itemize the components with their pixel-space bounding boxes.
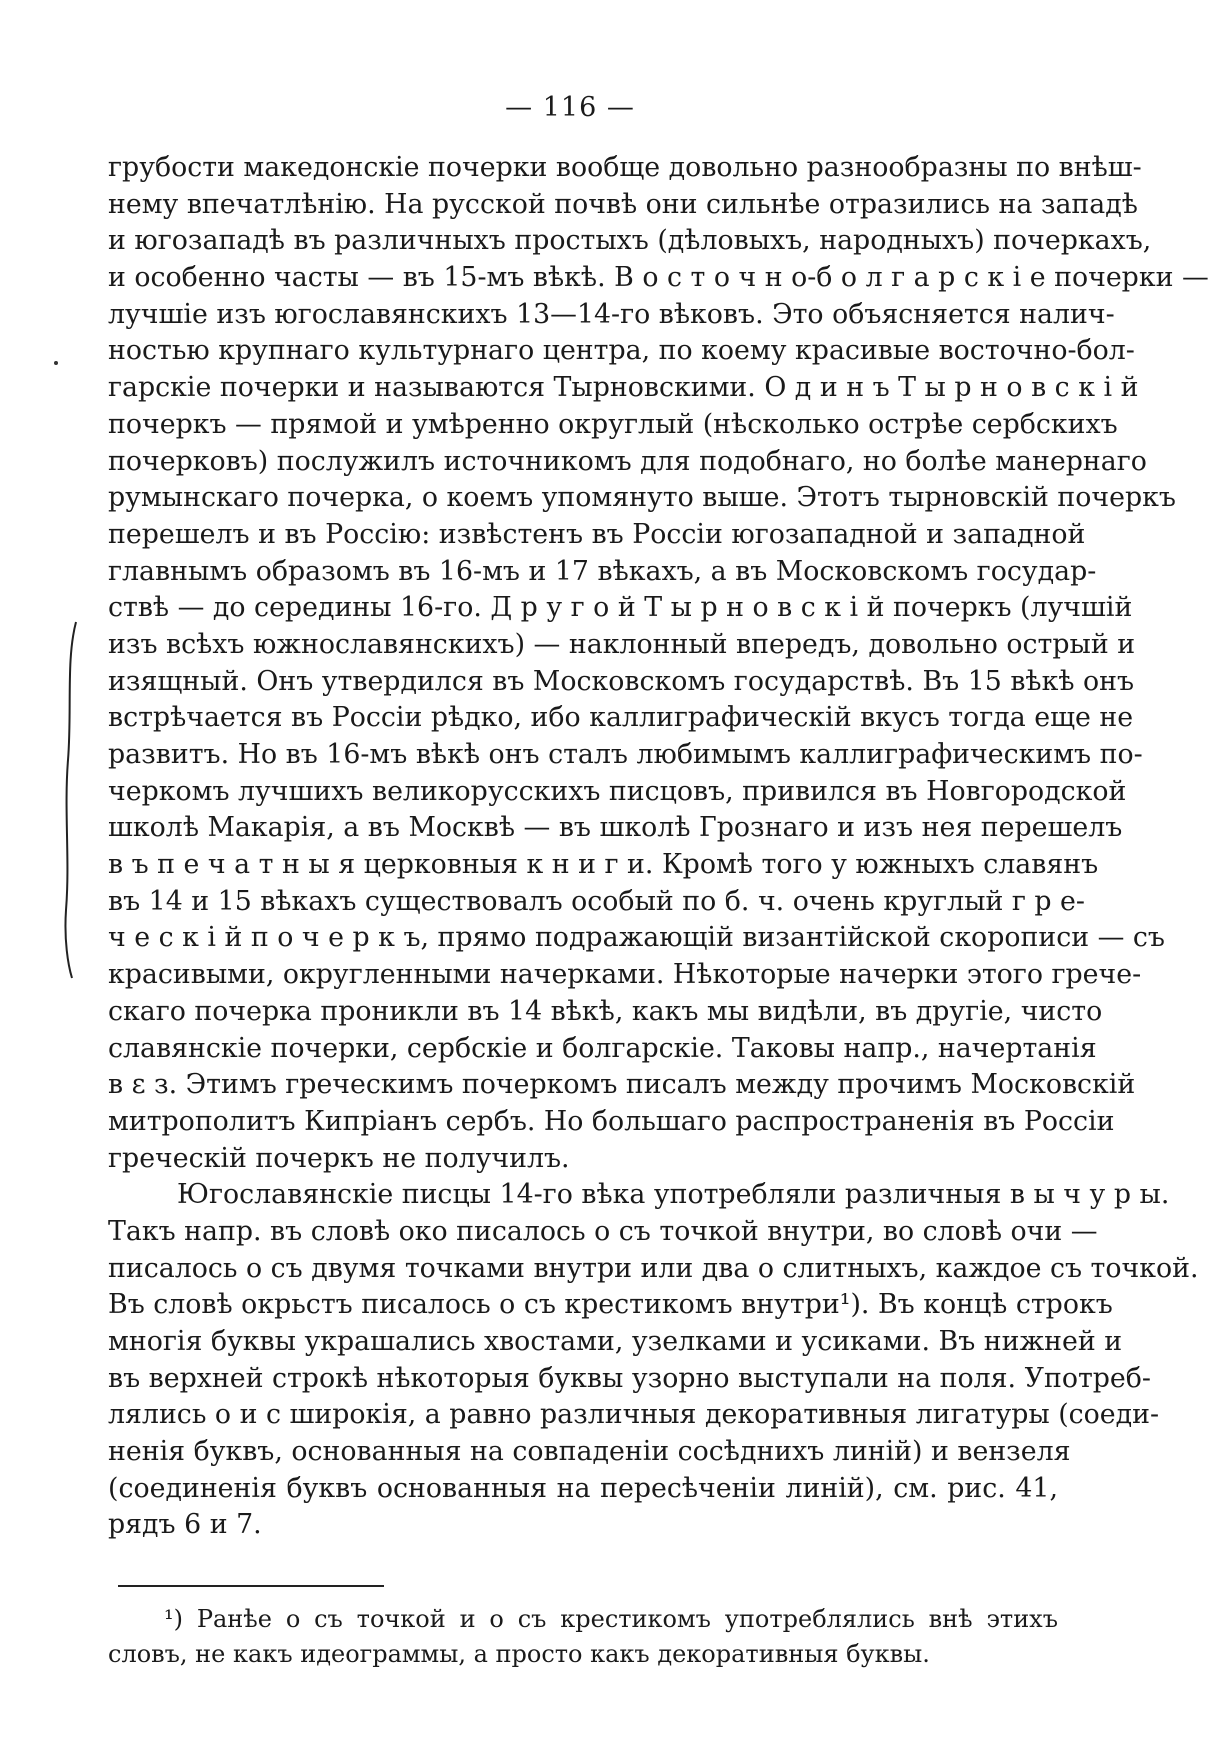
text-line: рядъ 6 и 7. <box>108 1509 262 1541</box>
text-line: и югозападѣ въ различныхъ простыхъ (дѣловыхъ, народныхъ) почеркахъ, <box>108 225 1152 257</box>
text-line: изъ всѣхъ южнославянскихъ) — наклонный впередъ, довольно острый и <box>108 628 1136 660</box>
text-line: лялись о и с широкія, а равно различныя декоративныя лигатуры (соеди- <box>108 1399 1160 1431</box>
text-line: изящный. Онъ утвердился въ Московскомъ государствѣ. Въ 15 вѣкѣ онъ <box>108 665 1135 697</box>
text-line: писалось о съ двумя точками внутри или два о слитныхъ, каждое съ точкой. <box>108 1252 1199 1284</box>
text-line: гарскіе почерки и называются Тырновскими. О д и н ъ Т ы р н о в с к і й <box>108 372 1139 404</box>
text-line: почеркъ — прямой и умѣренно округлый (нѣсколько острѣе сербскихъ <box>108 408 1118 440</box>
text-line: черкомъ лучшихъ великорусскихъ писцовъ, привился въ Новгородской <box>108 775 1127 807</box>
text-line: въ 14 и 15 вѣкахъ существовалъ особый по б. ч. очень круглый г р е- <box>108 885 1085 917</box>
page-number: — 116 — <box>505 92 635 123</box>
text-line: греческій почеркъ не получилъ. <box>108 1142 570 1174</box>
text-line: Югославянскіе писцы 14-го вѣка употребляли различныя в ы ч у р ы. <box>177 1179 1170 1211</box>
text-line: главнымъ образомъ въ 16-мъ и 17 вѣкахъ, а въ Московскомъ государ- <box>108 555 1097 587</box>
text-line: митрополитъ Кипріанъ сербъ. Но большаго распространенія въ Россіи <box>108 1105 1115 1137</box>
footnote-divider <box>118 1585 384 1587</box>
text-line: почерковъ) послужилъ источникомъ для подобнаго, но болѣе манернаго <box>108 445 1147 477</box>
text-line: ч е с к і й п о ч е р к ъ, прямо подражающій византійской скорописи — съ <box>108 922 1165 954</box>
footnote-block <box>108 1602 1058 1672</box>
text-line: и особенно часты — въ 15-мъ вѣкѣ. В о с т о ч н о-б о л г а р с к і е почерки — <box>108 262 1209 294</box>
text-line: въ верхней строкѣ нѣкоторыя буквы узорно выступали на поля. Употреб- <box>108 1362 1151 1394</box>
text-line: скаго почерка проникли въ 14 вѣкѣ, какъ мы видѣли, въ другіе, чисто <box>108 995 1103 1027</box>
text-line: Такъ напр. въ словѣ око писалось о съ точкой внутри, во словѣ очи — <box>108 1215 1098 1247</box>
footnote-line: ¹) Ранѣе о съ точкой и о съ крестикомъ употреблялись внѣ этихъ <box>164 1605 1058 1633</box>
text-line: перешелъ и въ Россію: извѣстенъ въ Россіи югозападной и западной <box>108 518 1086 550</box>
text-line: Въ словѣ окрьстъ писалось о съ крестикомъ внутри¹). Въ концѣ строкъ <box>108 1289 1113 1321</box>
margin-bracket-mark <box>62 620 82 980</box>
text-line: развитъ. Но въ 16-мъ вѣкѣ онъ сталъ любимымъ каллиграфическимъ по- <box>108 739 1143 770</box>
text-line: лучшіе изъ югославянскихъ 13—14-го вѣковъ. Это объясняется налич- <box>108 298 1115 330</box>
text-line: ностью крупнаго культурнаго центра, по коему красивые восточно-бол- <box>108 335 1135 367</box>
text-line: встрѣчается въ Россіи рѣдко, ибо каллиграфическій вкусъ тогда еще не <box>108 702 1134 734</box>
text-line: ствѣ — до середины 16-го. Д р у г о й Т ы р н о в с к і й почеркъ (лучшій <box>108 592 1133 624</box>
text-line: многія буквы украшались хвостами, узелками и усиками. Въ нижней и <box>108 1326 1123 1357</box>
main-text <box>108 150 1209 1544</box>
text-line: нему впечатлѣнію. На русской почвѣ они сильнѣе отразились на западѣ <box>108 188 1138 220</box>
text-line: в ъ п е ч а т н ы я церковныя к н и г и. Кромѣ того у южныхъ славянъ <box>108 849 1099 881</box>
text-line: славянскіе почерки, сербскіе и болгарскіе. Таковы напр., начертанія <box>108 1032 1097 1064</box>
text-line: (соединенія буквъ основанныя на пересѣченіи линій), см. рис. 41, <box>108 1472 1058 1504</box>
text-line: красивыми, округленными начерками. Нѣкоторые начерки этого грече- <box>108 959 1142 991</box>
text-line: румынскаго почерка, о коемъ упомянуто выше. Этотъ тырновскій почеркъ <box>108 482 1176 514</box>
text-line: в ε з. Этимъ греческимъ почеркомъ писалъ между прочимъ Московскій <box>108 1069 1136 1101</box>
margin-dot-mark <box>54 361 58 365</box>
text-line: школѣ Макарія, а въ Москвѣ — въ школѣ Грознаго и изъ нея перешелъ <box>108 812 1123 844</box>
text-line: ненія буквъ, основанныя на совпаденіи сосѣднихъ линій) и вензеля <box>108 1436 1071 1468</box>
text-line: грубости македонскіе почерки вообще довольно разнообразны по внѣш- <box>108 152 1142 183</box>
footnote-line: словъ, не какъ идеограммы, а просто какъ декоративныя буквы. <box>108 1640 930 1668</box>
